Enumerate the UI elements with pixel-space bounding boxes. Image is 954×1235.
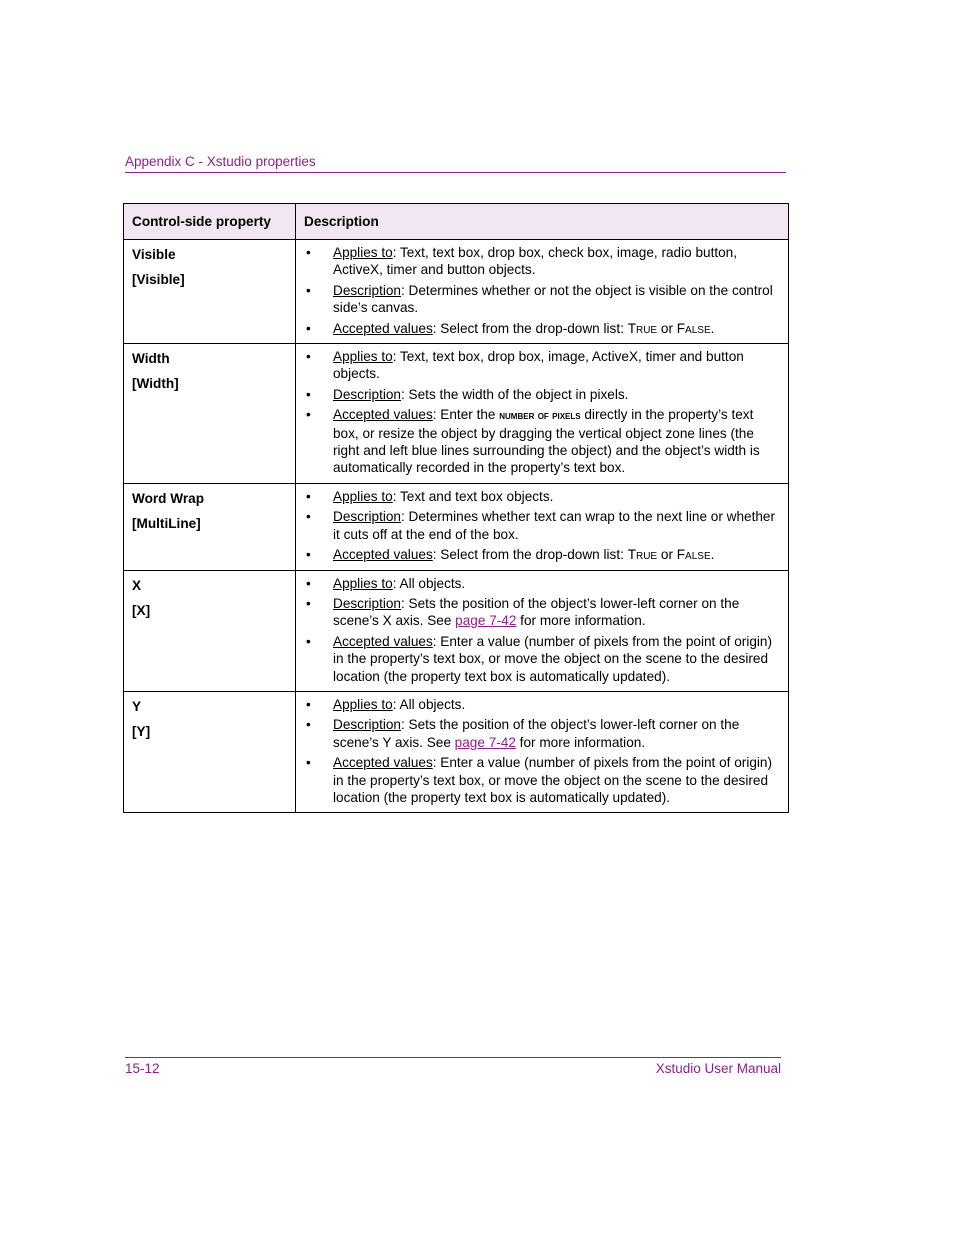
table-row (124, 240, 789, 344)
accepted-label: Accepted values (333, 633, 433, 649)
accepted-or: or (657, 320, 677, 336)
bullet-icon: • (306, 245, 311, 260)
applies-label: Applies to (333, 488, 393, 504)
bullet-icon: • (306, 509, 311, 525)
property-name: Word Wrap (132, 490, 204, 506)
accepted-label: Accepted values (333, 320, 433, 336)
list-item (304, 320, 778, 337)
description-cell (296, 344, 789, 484)
description-label: Description (333, 717, 401, 733)
bullet-icon: • (306, 282, 311, 298)
bullet-icon: • (306, 575, 311, 591)
list-item (304, 716, 778, 751)
accepted-end: . (710, 547, 715, 563)
list-item (304, 282, 778, 317)
list-item (304, 244, 778, 279)
applies-label: Applies to (333, 575, 393, 591)
property-cell (124, 483, 296, 570)
description-label: Description (333, 595, 401, 611)
applies-label: Applies to (333, 696, 393, 712)
list-item (304, 546, 778, 563)
description-text: : Sets the position of the object’s lower-left corner on the scene’s X axis. See (333, 595, 740, 629)
table-header-row (124, 204, 789, 240)
option-false: False (676, 320, 711, 336)
property-name: Visible (132, 247, 176, 262)
accepted-text: : Enter a value (number of pixels from the point of origin) in the property’s text box, or move the object on the scene to the desired location (the property text box is automatically updated). (333, 633, 773, 684)
accepted-end: directly in the property’s text box, or resize the object by dragging the vertical object zone lines (the right and left blue lines surrounding the object) and the object’s width is automatically recorded in the property’s text box. (333, 407, 760, 476)
list-item (304, 575, 778, 592)
list-item (304, 386, 778, 403)
bullet-icon: • (306, 349, 311, 365)
description-cell (296, 570, 789, 691)
description-label: Description (333, 386, 401, 402)
property-name: Width (132, 351, 170, 367)
description-list (304, 488, 778, 564)
description-list (304, 696, 778, 806)
property-tech-name: [Visible] (132, 272, 185, 288)
property-tech-name: [Y] (132, 724, 151, 740)
description-end: for more information. (515, 734, 646, 750)
description-cell (296, 483, 789, 570)
property-tech-name: [X] (132, 602, 151, 618)
bullet-icon: • (306, 755, 311, 771)
property-cell (124, 691, 296, 812)
list-item (304, 406, 778, 477)
accepted-text: : Select from the drop-down list: (432, 547, 628, 563)
running-head: Appendix C - Xstudio properties (125, 154, 786, 173)
number-of-pixels: number of pixels (499, 408, 581, 423)
property-name: X (132, 577, 142, 593)
manual-title: Xstudio User Manual (655, 1061, 781, 1076)
applies-text: : All objects. (392, 575, 466, 591)
list-item (304, 348, 778, 383)
description-list (304, 348, 778, 477)
description-text: : Determines whether or not the object is visible on the control side’s canvas. (333, 282, 773, 316)
option-true: True (627, 320, 658, 336)
description-cell (296, 240, 789, 344)
bullet-icon: • (306, 320, 311, 336)
applies-text: : Text, text box, drop box, check box, image, radio button, ActiveX, timer and button objects. (333, 245, 738, 278)
property-cell (124, 344, 296, 484)
bullet-icon: • (306, 633, 311, 649)
accepted-text: : Enter the (432, 407, 500, 423)
property-cell (124, 240, 296, 344)
page-number: 15-12 (125, 1061, 160, 1076)
description-list (304, 575, 778, 685)
column-header-description: Description (296, 204, 789, 240)
accepted-end: . (710, 320, 715, 336)
bullet-icon: • (306, 696, 311, 712)
list-item (304, 508, 778, 543)
accepted-text: : Enter a value (number of pixels from the point of origin) in the property’s text box, or move the object on the scene to the desired location (the property text box is automatically updated). (333, 755, 773, 805)
accepted-label: Accepted values (333, 755, 433, 771)
list-item (304, 633, 778, 685)
bullet-icon: • (306, 407, 311, 423)
description-label: Description (333, 509, 401, 525)
description-end: for more information. (516, 613, 646, 629)
description-text: : Sets the width of the object in pixels. (401, 386, 629, 402)
table-row (124, 691, 789, 812)
properties-table (123, 203, 789, 813)
description-list (304, 244, 778, 337)
table-row (124, 344, 789, 484)
bullet-icon: • (306, 595, 311, 611)
applies-label: Applies to (333, 349, 393, 365)
applies-label: Applies to (333, 245, 393, 260)
description-label: Description (333, 282, 401, 298)
applies-text: : Text and text box objects. (392, 488, 554, 504)
property-cell (124, 570, 296, 691)
accepted-label: Accepted values (333, 547, 433, 563)
description-cell (296, 691, 789, 812)
page-link[interactable]: page 7-42 (455, 613, 517, 629)
bullet-icon: • (306, 547, 311, 563)
page-link[interactable]: page 7-42 (454, 734, 516, 750)
list-item (304, 754, 778, 806)
accepted-label: Accepted values (333, 407, 433, 423)
property-tech-name: [Width] (132, 376, 179, 392)
list-item (304, 696, 778, 713)
accepted-text: : Select from the drop-down list: (432, 320, 628, 336)
column-header-property: Control-side property (124, 204, 296, 240)
table-row (124, 570, 789, 691)
applies-text: : All objects. (392, 696, 466, 712)
table-row (124, 483, 789, 570)
accepted-or: or (657, 547, 677, 563)
description-text: : Sets the position of the object’s lower-left corner on the scene’s Y axis. See (333, 717, 740, 750)
bullet-icon: • (306, 386, 311, 402)
bullet-icon: • (306, 488, 311, 504)
description-text: : Determines whether text can wrap to the next line or whether it cuts off at the end of the box. (333, 509, 776, 542)
list-item (304, 595, 778, 630)
option-true: True (627, 547, 658, 563)
property-name: Y (132, 698, 142, 714)
option-false: False (676, 547, 711, 563)
applies-text: : Text, text box, drop box, image, ActiveX, timer and button objects. (333, 349, 744, 382)
list-item (304, 488, 778, 505)
bullet-icon: • (306, 717, 311, 733)
page-footer (125, 1057, 781, 1077)
property-tech-name: [MultiLine] (132, 516, 201, 532)
